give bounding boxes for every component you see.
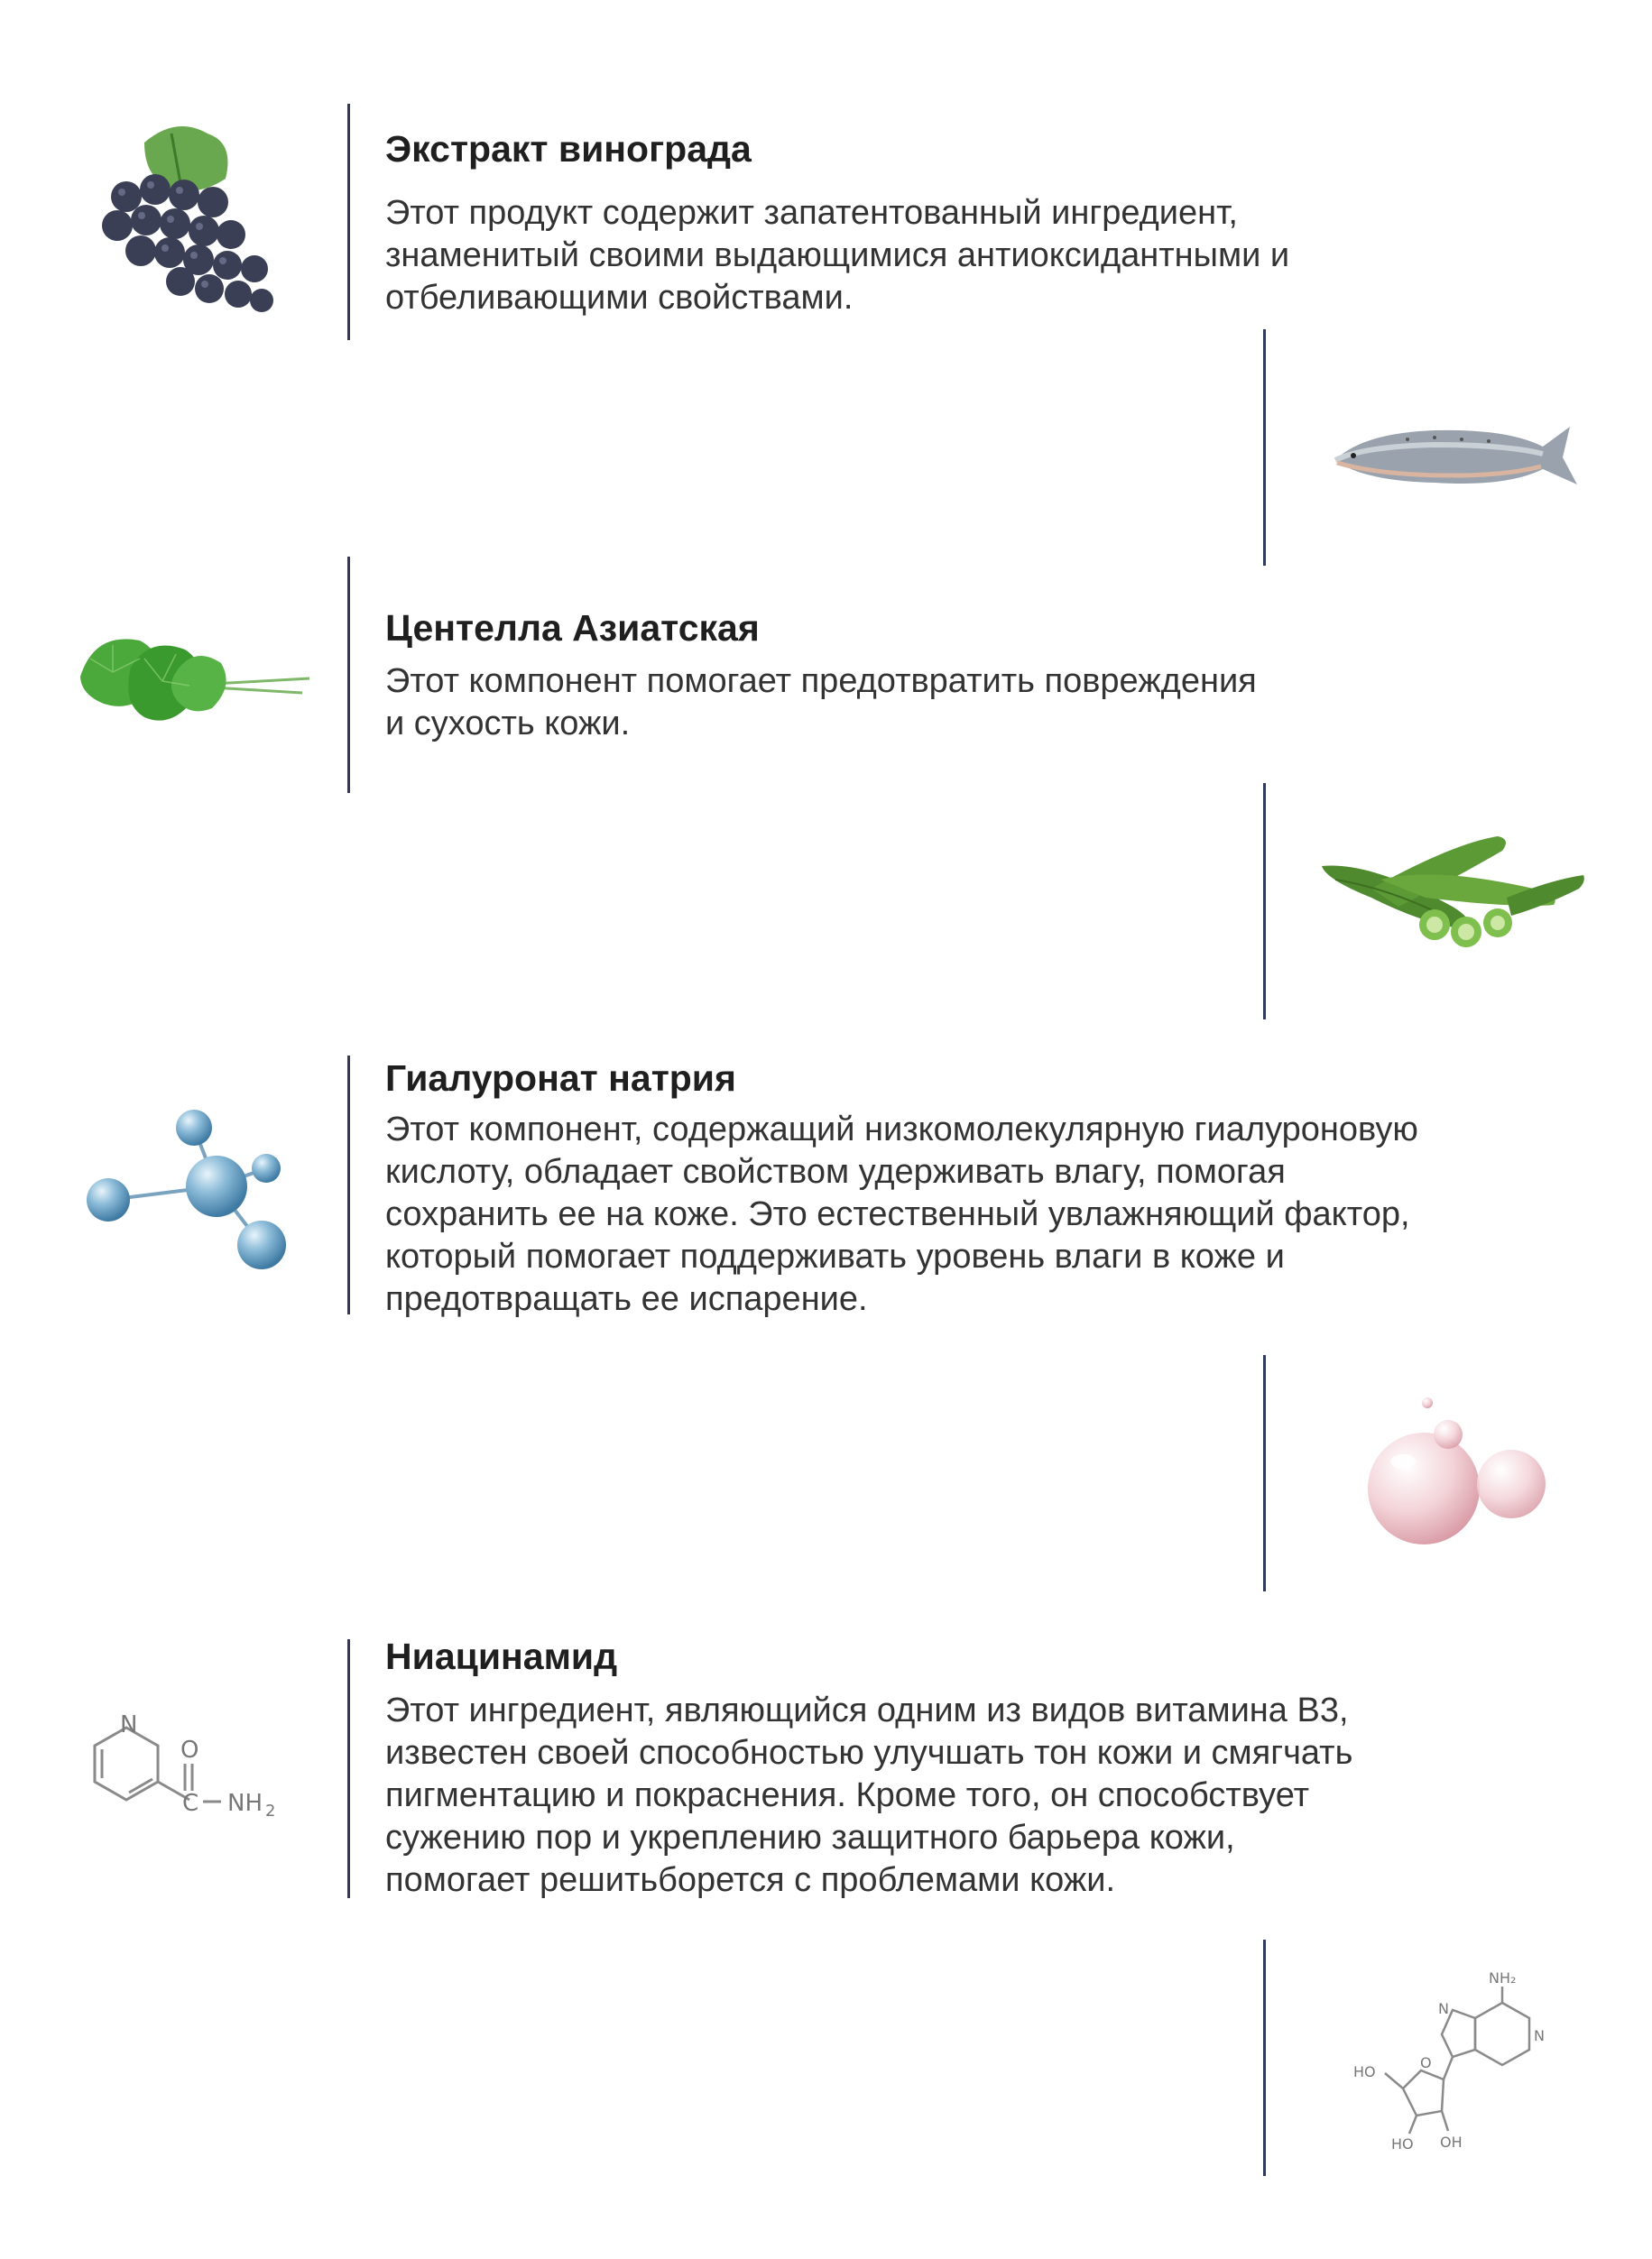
description-line: знаменитый своими выдающимися антиоксидантными и bbox=[385, 236, 1290, 274]
description-line: Этот продукт содержит запатентованный ингредиент, bbox=[385, 194, 1238, 232]
description-line: известен своей способностью улучшать тон кожи и смягчать bbox=[385, 1734, 1353, 1772]
description-line: который помогает поддерживать уровень влаги в коже и bbox=[385, 1238, 1285, 1276]
divider-line bbox=[347, 1056, 350, 1314]
divider-line bbox=[347, 557, 350, 793]
description-line: Этот компонент помогает предотвратить повреждения bbox=[385, 662, 1257, 700]
description-line: и сухость кожи. bbox=[385, 705, 631, 742]
description-line: помогает решитьборется с проблемами кожи. bbox=[385, 1861, 1116, 1899]
okra-icon bbox=[1317, 825, 1588, 961]
description-line: отбеливающими свойствами. bbox=[385, 279, 854, 317]
grape-icon bbox=[81, 115, 289, 323]
hydroxyl-group-label: OH bbox=[1440, 2134, 1463, 2151]
amine-subscript: 2 bbox=[265, 1802, 276, 1821]
hydroxyl-group-label: HO bbox=[1391, 2135, 1414, 2153]
carbon-atom-label: C bbox=[182, 1790, 199, 1817]
molecule-icon bbox=[81, 1101, 298, 1290]
divider-line bbox=[1263, 1940, 1266, 2176]
ingredient-description bbox=[385, 1690, 1352, 1902]
amine-group-label: NH bbox=[227, 1790, 263, 1817]
ingredient-title: Экстракт винограда bbox=[385, 128, 752, 170]
hydroxyl-group-label: HO bbox=[1353, 2063, 1376, 2080]
salmon-icon bbox=[1326, 410, 1588, 501]
ingredient-title: Ниацинамид bbox=[385, 1636, 618, 1677]
oxygen-atom-label: O bbox=[180, 1737, 199, 1764]
ingredient-description bbox=[385, 1109, 1418, 1321]
divider-line bbox=[347, 1639, 350, 1898]
amine-group-label: NH₂ bbox=[1489, 1969, 1517, 1987]
ingredient-title: Гиалуронат натрия bbox=[385, 1057, 736, 1099]
nitrogen-atom-label: N bbox=[1534, 2027, 1545, 2044]
bubbles-icon bbox=[1344, 1394, 1561, 1556]
nitrogen-atom-label: N bbox=[1438, 2000, 1449, 2017]
ingredient-title: Центелла Азиатская bbox=[385, 607, 760, 649]
description-line: предотвращать ее испарение. bbox=[385, 1280, 868, 1318]
niacinamide-structure-icon bbox=[86, 1705, 302, 1840]
description-line: кислоту, обладает свойством удерживать влагу, помогая bbox=[385, 1153, 1286, 1191]
oxygen-atom-label: O bbox=[1420, 2054, 1432, 2071]
divider-line bbox=[347, 104, 350, 340]
ingredient-description bbox=[385, 192, 1289, 319]
description-line: сохранить ее на коже. Это естественный увлажняющий фактор, bbox=[385, 1195, 1410, 1233]
divider-line bbox=[1263, 1355, 1266, 1591]
description-line: сужению пор и укреплению защитного барьера кожи, bbox=[385, 1819, 1235, 1857]
nitrogen-atom-label: N bbox=[120, 1711, 138, 1738]
description-line: пигментацию и покраснения. Кроме того, он способствует bbox=[385, 1776, 1309, 1814]
description-line: Этот ингредиент, являющийся одним из видов витамина B3, bbox=[385, 1692, 1349, 1729]
divider-line bbox=[1263, 329, 1266, 566]
ingredient-description bbox=[385, 660, 1257, 745]
centella-leaf-icon bbox=[77, 622, 311, 749]
description-line: Этот компонент, содержащий низкомолекулярную гиалуроновую bbox=[385, 1111, 1418, 1148]
divider-line bbox=[1263, 783, 1266, 1019]
adenosine-structure-icon bbox=[1344, 1967, 1570, 2156]
